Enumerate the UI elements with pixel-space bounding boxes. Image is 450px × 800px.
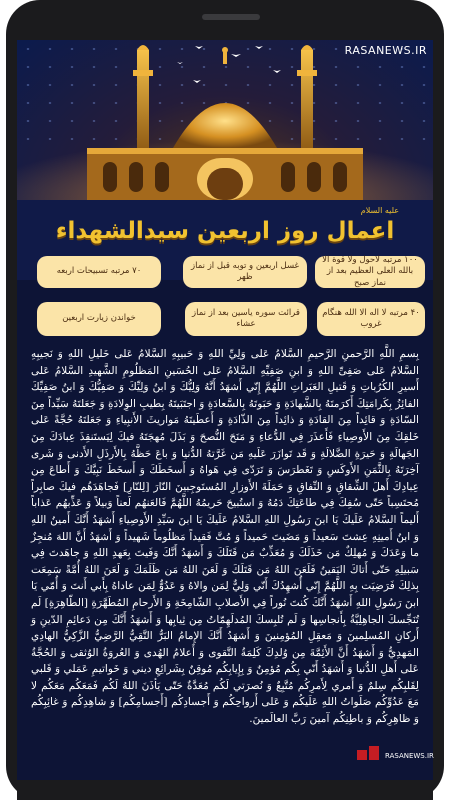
card-hundred-times[interactable]: ۱۰۰ مرتبه لاحول ولا قوة الا بالله العلی العظیم بعد از نماز صبح [315, 256, 425, 288]
rasa-logo-icon [355, 744, 434, 774]
ziyarat-text: بِسمِ اللَّهِ الرَّحمنِ الرَّحیمِ السَّلامُ عَلى وَلِيِّ اللهِ وَ حَبیبِهِ السَّلامُ عَلى خَلیلِ اللهِ وَ نَجیبِهِ السَّلامُ عَلى صَفِیِّ اللهِ وَ ابنِ صَفِیِّهِ السَّلامُ عَلى الحُسَینِ المَظلُومِ الشَّهیدِ السَّلامُ عَلى أَسیرِ الكُرُباتِ وَ قَتیلِ العَبَراتِ اللَّهُمَّ إِنّي أَشهَدُ أَنَّهُ وَلِیُّكَ وَ ابنُ وَلِیِّكَ وَ صَفِیُّكَ وَ ابنُ صَفِیِّكَ الفائِزُ بِكَرامَتِكَ أَكرَمتَهُ بِالشَّهادَةِ وَ حَبَوتَهُ بِالسَّعادَةِ وَ اجتَبَیتَهُ بِطیبِ الوِلادَةِ وَ جَعَلتَهُ سَیِّداً مِنَ السّادَةِ وَ قائِداً مِنَ القادَةِ وَ ذائِداً مِنَ الذّادَةِ وَ أَعطَیتَهُ مَواریثَ الأَنبِیاءِ وَ جَعَلتَهُ حُجَّةً عَلى خَلقِكَ مِنَ الأَوصِیاءِ فَأَعذَرَ فِي الدُّعاءِ وَ مَنَحَ النُّصحَ وَ بَذَلَ مُهجَتَهُ فیكَ لِیَستَنقِذَ عِبادَكَ مِنَ الجَهالَةِ وَ حَیرَةِ الضَّلالَةِ وَ قَد تَوازَرَ عَلَیهِ مَن غَرَّتهُ الدُّنیا وَ باعَ حَظَّهُ بِالأَرذَلِ الأَدنى وَ شَرى آخِرَتَهُ بِالثَّمَنِ الأَوكَسِ وَ تَغَطرَسَ وَ تَرَدّى فِي هَواهُ وَ أَسخَطَكَ وَ أَسخَطَ نَبِیَّكَ وَ أَطاعَ مِن عِبادِكَ أَهلَ الشِّقاقِ وَ النِّفاقِ وَ حَمَلَةَ الأَوزارِ المُستَوجِبینَ النّارَ [لِلنّارِ] فَجاهَدَهُم فیكَ صابِراً مُحتَسِباً حَتّى سُفِكَ فِي طاعَتِكَ دَمُهُ وَ استُبیحَ حَریمُهُ اللَّهُمَّ فَالعَنهُم لَعناً وَبیلاً وَ عَذِّبهُم عَذاباً أَلیماً السَّلامُ عَلَیكَ یَا ابنَ رَسُولِ اللهِ السَّلامُ عَلَیكَ یَا ابنَ سَیِّدِ الأَوصِیاءِ أَشهَدُ أَنَّكَ أَمینُ اللهِ وَ ابنُ أَمینِهِ عِشتَ سَعیداً وَ مَضَیتَ حَمیداً وَ مُتَّ فَقیداً مَظلُوماً شَهیداً وَ أَشهَدُ أَنَّ اللهَ مُنجِزٌ ما وَعَدَكَ وَ مُهلِكٌ مَن خَذَلَكَ وَ مُعَذِّبٌ مَن قَتَلَكَ وَ أَشهَدُ أَنَّكَ وَفَیتَ بِعَهدِ اللهِ وَ جاهَدتَ فِي سَبیلِهِ حَتّى أَتاكَ الیَقینُ فَلَعَنَ اللهُ مَن قَتَلَكَ وَ لَعَنَ اللهُ مَن ظَلَمَكَ وَ لَعَنَ اللهُ أُمَّةً سَمِعَت بِذلِكَ فَرَضِیَت بِهِ اللَّهُمَّ إِنّي أُشهِدُكَ أَنّي وَلِيٌّ لِمَن والاهُ وَ عَدُوٌّ لِمَن عاداهُ بِأَبي أَنتَ وَ أُمّي یَا ابنَ رَسُولِ اللهِ أَشهَدُ أَنَّكَ كُنتَ نُوراً فِي الأَصلابِ الشّامِخَةِ وَ الأَرحامِ المُطَهَّرَةِ [الطّاهِرَةِ] لَم تُنَجِّسكَ الجاهِلِیَّةُ بِأَنجاسِها وَ لَم تُلبِسكَ المُدلَهِمّاتُ مِن ثِیابِها وَ أَشهَدُ أَنَّكَ مِن دَعائِمِ الدّینِ وَ أَركانِ المُسلِمینَ وَ مَعقِلِ المُؤمِنینَ وَ أَشهَدُ أَنَّكَ الإِمامُ البَرُّ التَّقِيُّ الرَّضِيُّ الزَّكِيُّ الهادِي المَهدِيُّ وَ أَشهَدُ أَنَّ الأَئِمَّةَ مِن وُلدِكَ كَلِمَةُ التَّقوى وَ أَعلامُ الهُدى وَ العُروَةُ الوُثقى وَ الحُجَّةُ عَلى أَهلِ الدُّنیا وَ أَشهَدُ أَنّي بِكُم مُؤمِنٌ وَ بِإِیابِكُم مُوقِنٌ بِشَرائِعِ دیني وَ خَواتیمِ عَمَلي وَ قَلبي لِقَلبِكُم سِلمٌ وَ أَمري لِأَمرِكُم مُتَّبِعٌ وَ نُصرَتي لَكُم مُعَدَّةٌ حَتّى یَأذَنَ اللهُ لَكُم فَمَعَكُم مَعَكُم لا مَعَ عَدُوِّكُم صَلَواتُ اللهِ عَلَیكُم وَ عَلى أَرواحِكُم وَ أَجسادِكُم [أَجسامِكُم] وَ شاهِدِكُم وَ غائِبِكُم وَ ظاهِرِكُم وَ باطِنِكُم آمینَ رَبَّ العالَمینَ. [31, 348, 419, 726]
card-la-ilaha[interactable]: ۴۰ مرتبه لا اله الا الله هنگام غروب [317, 302, 425, 336]
shrine-illustration [17, 40, 433, 200]
logo-text: RASANEWS.IR [385, 752, 434, 760]
card-ziyarat-arbaeen[interactable]: خواندن زیارت اربعین [37, 302, 161, 336]
page-title: اعمال روز اربعین سیدالشهداء [55, 218, 395, 244]
navigation-bar [17, 780, 433, 800]
card-ghusl-repentance[interactable]: غسل اربعین و توبه قبل از نماز ظهر [183, 256, 307, 288]
site-watermark: RASANEWS.IR [344, 44, 427, 57]
screen[interactable] [17, 40, 433, 780]
card-surah-yasin[interactable]: قرائت سوره یاسین بعد از نماز عشاء [185, 302, 307, 336]
birds-icon [177, 46, 281, 83]
card-tasbihat[interactable]: ۷۰ مرتبه تسبیحات اربعه [37, 256, 161, 288]
hero-banner [17, 40, 433, 200]
speaker-grill [202, 14, 260, 20]
title-suffix: علیه السلام [360, 206, 399, 215]
